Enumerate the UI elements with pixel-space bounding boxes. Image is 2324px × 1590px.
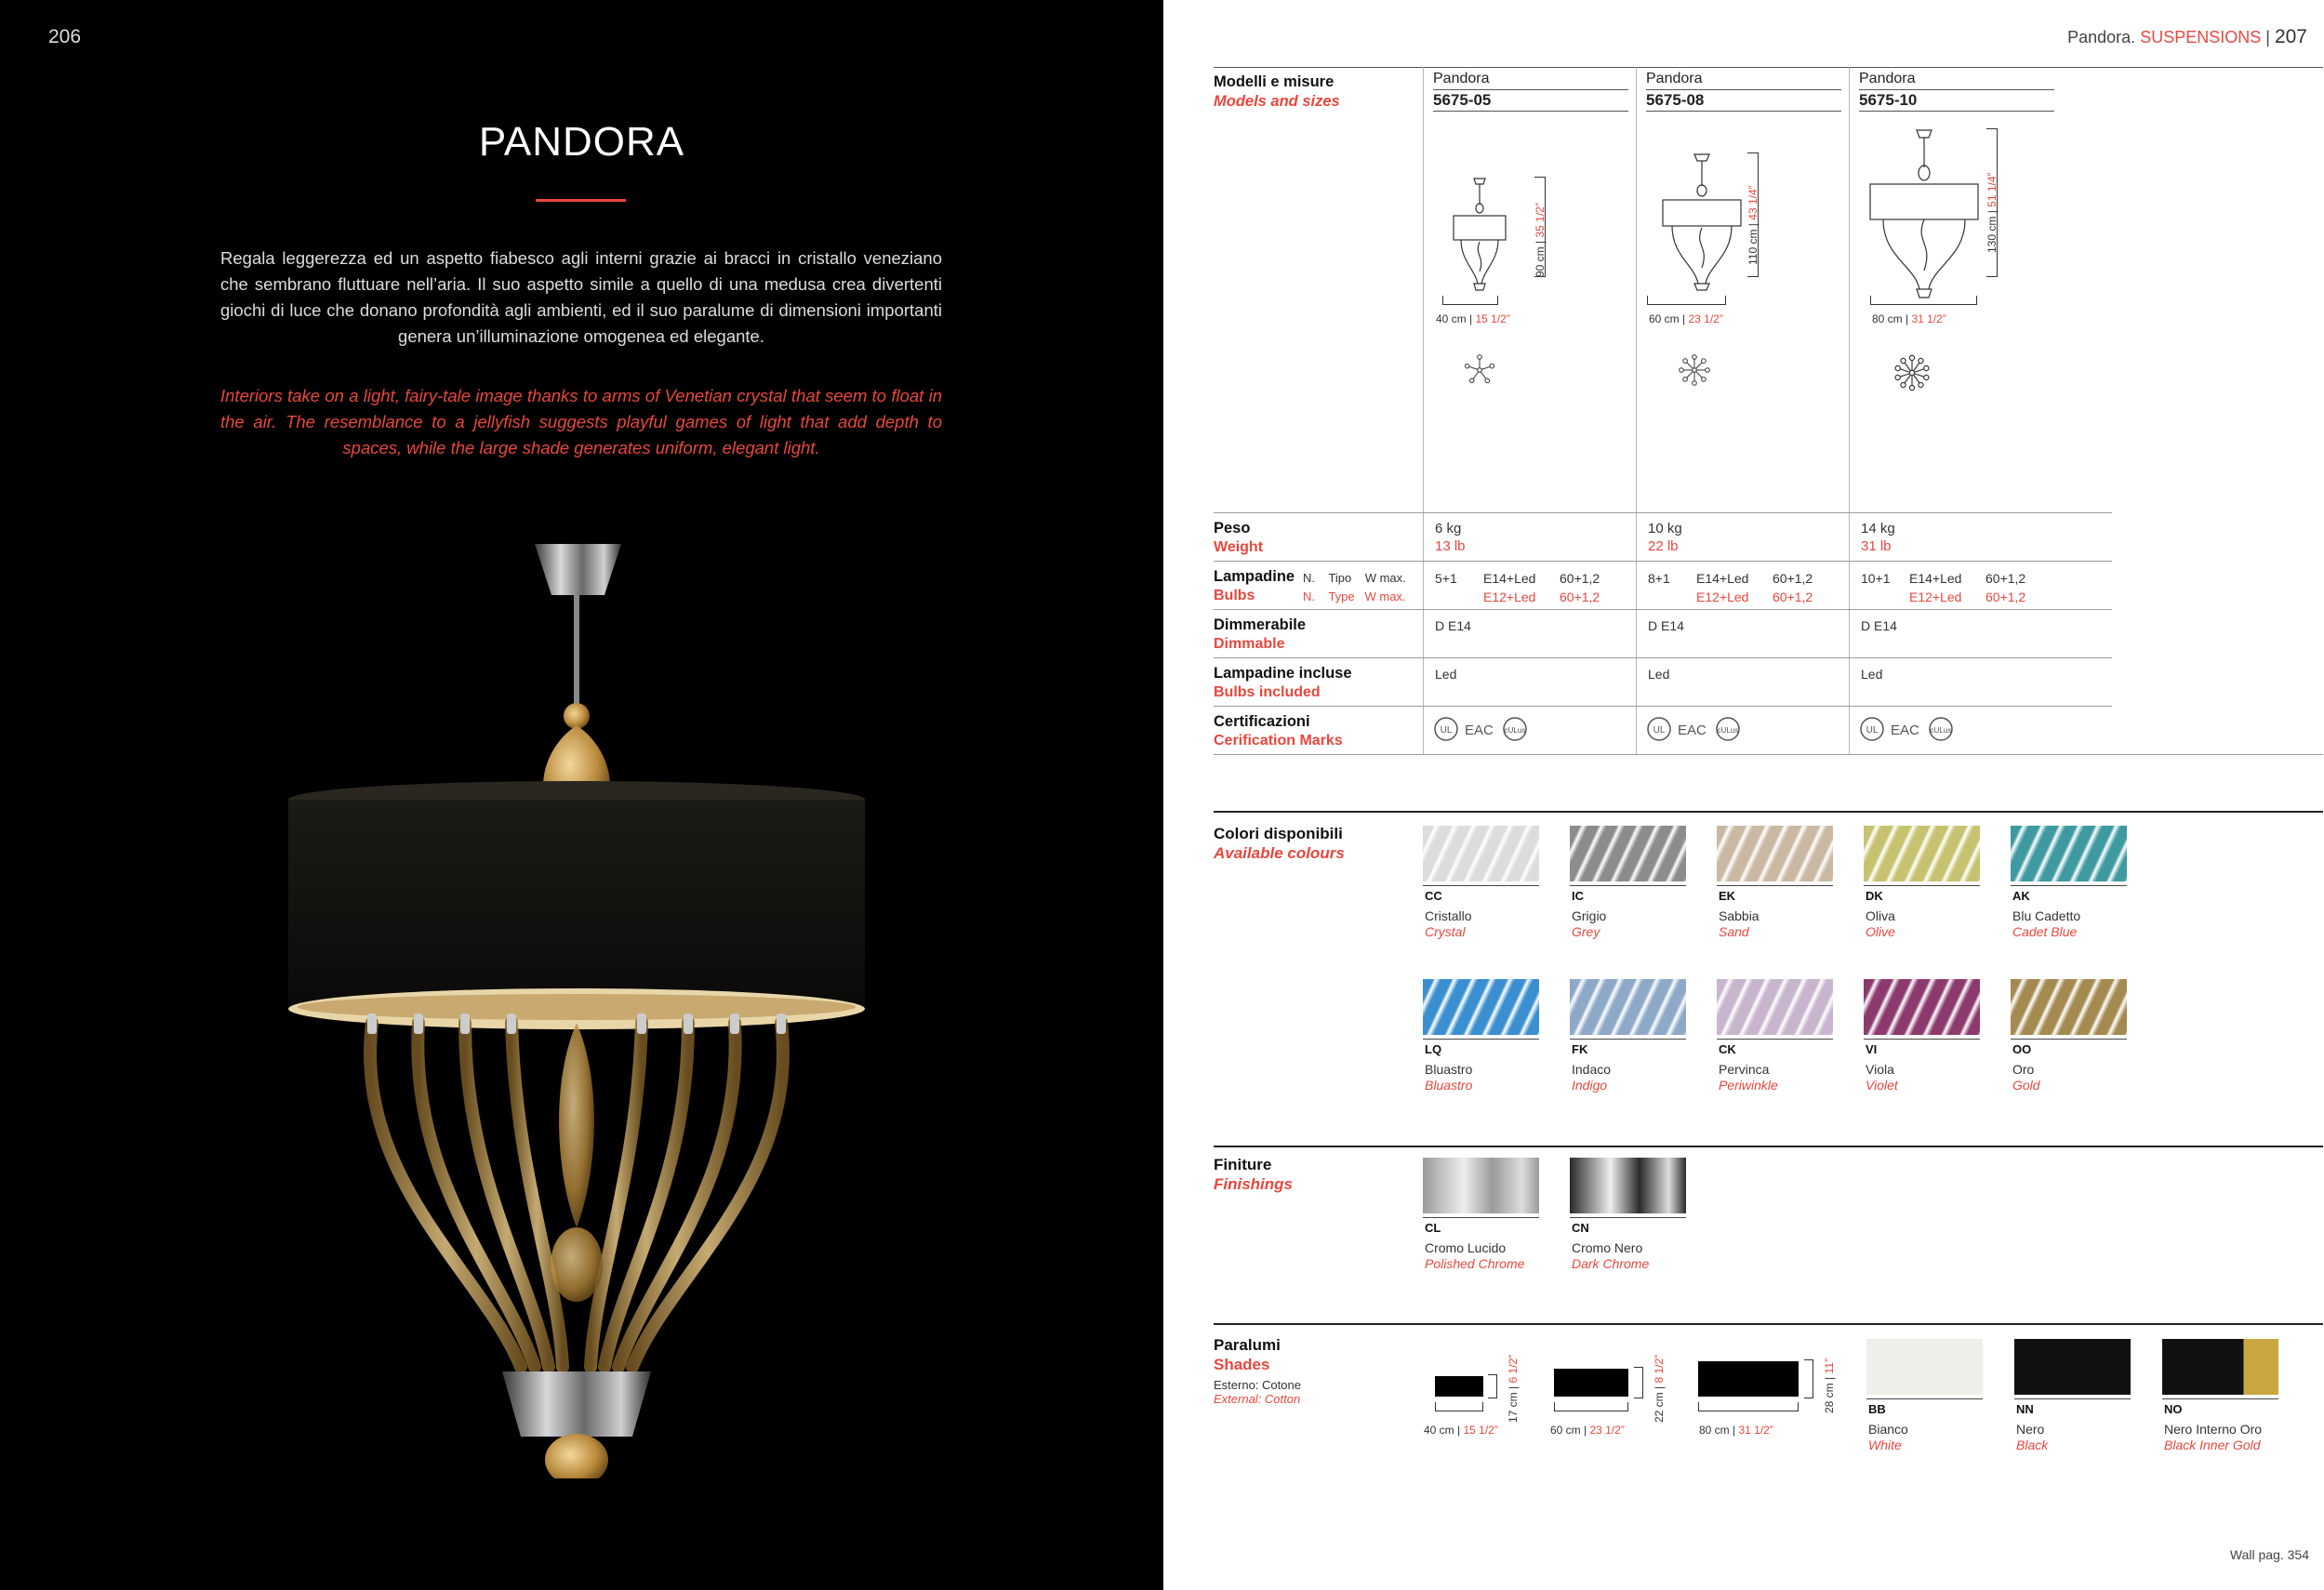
colour-it: Oro <box>2012 1062 2035 1077</box>
certification-marks-1 <box>1433 714 1563 744</box>
swatch-underline <box>1423 885 1539 886</box>
model-drawing-2 <box>1646 149 1758 298</box>
swatch-underline <box>1570 1039 1686 1040</box>
bulbs-label <box>1214 567 1295 605</box>
shade-width-label-3: 80 cm | 31 1/2” <box>1699 1424 1773 1437</box>
colour-caption <box>1425 1042 1472 1093</box>
model-header-2 <box>1646 69 1841 112</box>
weight-label-en: Weight <box>1214 539 1264 555</box>
shade-height-label-1: 17 cm | 6 1/2” <box>1507 1354 1520 1423</box>
colour-code: VI <box>1866 1042 1878 1056</box>
colour-code: DK <box>1866 889 1883 903</box>
shade-it: Bianco <box>1868 1422 1908 1437</box>
finish-swatch-cl <box>1423 1158 1539 1213</box>
weight-label <box>1214 519 1263 557</box>
colour-caption <box>1572 1042 1611 1093</box>
plan-arm-bulb <box>1895 365 1900 370</box>
dimmable-label <box>1214 616 1306 654</box>
swatch-underline <box>1864 1039 1980 1040</box>
header-brand: Pandora. <box>2067 28 2136 46</box>
column-divider <box>1849 67 1850 755</box>
section-rule <box>1214 811 2323 813</box>
plan-arm-bulb <box>1895 375 1900 379</box>
arms-plan-icon-1 <box>1461 351 1498 389</box>
width-dimension-line <box>1698 1402 1799 1411</box>
column-divider <box>1636 67 1637 755</box>
colour-swatch-ak <box>2011 826 2127 881</box>
cert-label-en: Cerification Marks <box>1214 733 1343 749</box>
plan-center-bulb <box>1909 370 1914 375</box>
colour-code: OO <box>2012 1042 2032 1056</box>
finish-caption <box>1572 1221 1649 1272</box>
weight-value-3: 14 kg 31 lb <box>1861 521 1895 554</box>
row-divider <box>1214 609 2112 610</box>
colour-it: Viola <box>1866 1062 1894 1077</box>
right-page <box>1163 0 2324 1590</box>
weight-value-1: 6 kg 13 lb <box>1435 521 1466 554</box>
width-label-3: 80 cm | 31 1/2” <box>1872 312 1946 325</box>
colour-swatch-ic <box>1570 826 1686 881</box>
colour-caption <box>1572 889 1606 940</box>
shades-material-it: Esterno: Cotone <box>1214 1378 1301 1392</box>
model-rule <box>1433 111 1628 112</box>
colour-en: Bluastro <box>1425 1078 1473 1093</box>
colour-swatch-ck <box>1717 979 1833 1035</box>
cert-culus-text: cULus <box>1930 726 1952 735</box>
row-divider <box>1214 561 2112 562</box>
swatch-underline <box>2162 1398 2278 1399</box>
plan-arm-bulb <box>1924 375 1929 379</box>
shade-width-label-2: 60 cm | 23 1/2” <box>1550 1424 1625 1437</box>
colour-en: Grey <box>1572 924 1600 939</box>
width-dimension-line <box>1870 296 1977 305</box>
colour-en: Indigo <box>1572 1078 1608 1093</box>
swatch-underline <box>1423 1039 1539 1040</box>
finish-caption <box>1425 1221 1524 1272</box>
colour-it: Grigio <box>1572 908 1607 923</box>
row-divider <box>1214 706 2112 707</box>
cert-ul-text: UL <box>1440 725 1453 735</box>
swatch-underline <box>1717 885 1833 886</box>
finishings-label <box>1214 1155 1293 1194</box>
model-code: 5675-05 <box>1433 91 1492 109</box>
shade-height-label-3: 28 cm | 11” <box>1823 1358 1836 1413</box>
plan-arm-bulb <box>1693 355 1697 360</box>
height-label-3: 130 cm | 51 1/4” <box>1985 172 1999 253</box>
shade-code: BB <box>1868 1402 1886 1416</box>
colours-label-it: Colori disponibili <box>1214 825 1343 842</box>
shade-code: NN <box>2016 1402 2034 1416</box>
cert-ul-text: UL <box>1653 725 1666 735</box>
model-name: Pandora <box>1433 71 1490 86</box>
model-header-1 <box>1433 69 1628 112</box>
colour-caption <box>2012 1042 2040 1093</box>
plan-arm-bulb <box>1465 364 1469 368</box>
row-divider <box>1214 512 2112 513</box>
swatch-underline <box>1423 1217 1539 1218</box>
included-value-1: Led <box>1435 667 1457 682</box>
plan-arm-bulb <box>1469 378 1474 383</box>
colour-swatch-ek <box>1717 826 1833 881</box>
plan-arm-bulb <box>1909 385 1914 390</box>
swatch-underline <box>2011 885 2127 886</box>
plan-center-bulb <box>1693 368 1697 373</box>
plan-arm-bulb <box>1706 368 1710 373</box>
shade-it: Nero <box>2016 1422 2045 1437</box>
shade-en: White <box>1868 1438 1902 1452</box>
models-label <box>1214 73 1340 112</box>
colour-it: Blu Cadetto <box>2012 908 2081 923</box>
plan-arm-bulb <box>1693 381 1697 386</box>
bulbs-label-en: Bulbs <box>1214 588 1255 603</box>
colour-caption <box>2012 889 2080 940</box>
shade-swatch-no <box>2162 1339 2278 1395</box>
shade-caption <box>2016 1402 2048 1453</box>
swatch-underline <box>1864 885 1980 886</box>
colour-swatch-oo <box>2011 979 2127 1035</box>
width-dimension-line <box>1554 1402 1628 1411</box>
certification-marks-2 <box>1646 714 1776 744</box>
colour-swatch-vi <box>1864 979 1980 1035</box>
model-code: 5675-10 <box>1859 91 1918 109</box>
colour-en: Sand <box>1719 924 1749 939</box>
shades-label-en: Shades <box>1214 1356 1270 1373</box>
row-divider <box>1214 657 2112 658</box>
plan-arm-bulb <box>1702 359 1706 364</box>
model-rule <box>1646 111 1841 112</box>
shade-size-drawing-2 <box>1554 1369 1628 1397</box>
shades-label <box>1214 1335 1301 1406</box>
model-rule <box>1859 111 2054 112</box>
dimmable-label-it: Dimmerabile <box>1214 616 1307 633</box>
swatch-underline <box>1866 1398 1983 1399</box>
height-label-1: 90 cm | 35 1/2” <box>1534 203 1547 277</box>
product-title: PANDORA <box>478 119 685 165</box>
colours-label-en: Available colours <box>1214 844 1345 862</box>
column-divider <box>1423 67 1424 755</box>
colour-it: Pervinca <box>1719 1062 1770 1077</box>
included-value-3: Led <box>1861 667 1883 682</box>
cert-culus-text: cULus <box>1717 726 1739 735</box>
height-dimension-line <box>1488 1374 1497 1398</box>
swatch-underline <box>2014 1398 2131 1399</box>
arms-plan-icon-3 <box>1891 351 1933 394</box>
colour-caption <box>1425 889 1472 940</box>
description-italian: Regala leggerezza ed un aspetto fiabesco agli interni grazie ai bracci in cristallo veneziano che sembrano fluttuare nell’aria. Il suo aspetto simile a quello di una medusa crea divertenti giochi di luce che donano profondità agli ambienti, ed il suo paralume di dimensioni importanti genera un’illuminazione omogenea ed elegante. <box>220 248 942 346</box>
colour-it: Sabbia <box>1719 908 1760 923</box>
colour-en: Olive <box>1866 924 1895 939</box>
finishings-label-en: Finishings <box>1214 1175 1293 1193</box>
section-rule <box>1214 1323 2323 1325</box>
finish-en: Polished Chrome <box>1425 1256 1525 1271</box>
colour-code: LQ <box>1425 1042 1442 1056</box>
model-name: Pandora <box>1646 71 1703 86</box>
bulbs-value-2: 8+1 E14+Led 60+1,2 E12+Led 60+1,2 <box>1648 571 1813 604</box>
shade-size-drawing-3 <box>1698 1361 1799 1397</box>
plan-arm-bulb <box>1924 365 1929 370</box>
cert-eac-text: EAC <box>1891 722 1919 738</box>
model-name: Pandora <box>1859 71 1916 86</box>
colour-en: Gold <box>2012 1078 2040 1093</box>
dimmable-label-en: Dimmable <box>1214 636 1285 652</box>
section-rule <box>1214 67 2323 68</box>
models-label-en: Models and sizes <box>1214 93 1340 110</box>
finishings-label-it: Finiture <box>1214 1156 1272 1173</box>
colour-en: Crystal <box>1425 924 1466 939</box>
shade-width-label-1: 40 cm | 15 1/2” <box>1424 1424 1498 1437</box>
height-dimension-line <box>1634 1367 1643 1398</box>
swatch-underline <box>1570 1217 1686 1218</box>
colour-code: CK <box>1719 1042 1736 1056</box>
header-separator: | <box>2265 28 2270 46</box>
model-drawing-3 <box>1859 126 1989 303</box>
shade-height-label-2: 22 cm | 8 1/2” <box>1653 1354 1666 1423</box>
cert-eac-text: EAC <box>1678 722 1706 738</box>
shade-swatch-nn <box>2014 1339 2131 1395</box>
colour-swatch-fk <box>1570 979 1686 1035</box>
width-dimension-line <box>1435 1402 1483 1411</box>
shade-en: Black Inner Gold <box>2164 1438 2261 1452</box>
weight-label-it: Peso <box>1214 520 1251 537</box>
title-underline <box>536 199 626 202</box>
plan-arm-bulb <box>1919 358 1923 363</box>
dimmable-value-3: D E14 <box>1861 618 1897 633</box>
finish-it: Cromo Nero <box>1572 1240 1643 1255</box>
colour-caption <box>1866 889 1895 940</box>
plan-center-bulb <box>1478 368 1482 373</box>
cert-label-it: Certificazioni <box>1214 713 1310 730</box>
colour-code: FK <box>1572 1042 1588 1056</box>
plan-arm-bulb <box>1683 378 1688 382</box>
bulbs-sub-labels: N. Tipo W max. N. Type W max. <box>1303 571 1406 603</box>
swatch-underline <box>2011 1039 2127 1040</box>
cert-culus-text: cULus <box>1504 726 1526 735</box>
plan-arm-bulb <box>1683 359 1688 364</box>
height-label-2: 110 cm | 43 1/4” <box>1746 185 1760 265</box>
swatch-underline <box>1717 1039 1833 1040</box>
shades-material-en: External: Cotton <box>1214 1392 1301 1406</box>
bulbs-value-3: 10+1 E14+Led 60+1,2 E12+Led 60+1,2 <box>1861 571 2026 604</box>
included-label-en: Bulbs included <box>1214 684 1321 700</box>
finish-it: Cromo Lucido <box>1425 1240 1507 1255</box>
model-drawing-1 <box>1433 167 1526 298</box>
cert-eac-text: EAC <box>1465 722 1494 738</box>
row-divider <box>1214 754 2323 755</box>
included-label-it: Lampadine incluse <box>1214 665 1352 682</box>
plan-arm-bulb <box>1909 355 1914 360</box>
header-category: SUSPENSIONS <box>2140 28 2262 46</box>
width-dimension-line <box>1442 296 1498 305</box>
bulbs-label-it: Lampadine <box>1214 568 1295 585</box>
width-label-2: 60 cm | 23 1/2” <box>1649 312 1723 325</box>
plan-arm-bulb <box>1901 358 1906 363</box>
plan-arm-bulb <box>1901 382 1906 387</box>
running-header <box>2067 26 2307 48</box>
colour-code: EK <box>1719 889 1736 903</box>
swatch-underline <box>1570 885 1686 886</box>
plan-arm-bulb <box>1919 382 1923 387</box>
colour-swatch-lq <box>1423 979 1539 1035</box>
dimmable-value-2: D E14 <box>1648 618 1684 633</box>
page-number-right: 207 <box>2274 26 2307 47</box>
colour-it: Bluastro <box>1425 1062 1473 1077</box>
colour-caption <box>1719 889 1760 940</box>
colour-caption <box>1866 1042 1898 1093</box>
arms-plan-icon-2 <box>1676 351 1713 389</box>
colour-it: Indaco <box>1572 1062 1612 1077</box>
colour-it: Oliva <box>1866 908 1895 923</box>
included-value-2: Led <box>1648 667 1670 682</box>
dimmable-value-1: D E14 <box>1435 618 1471 633</box>
weight-value-2: 10 kg 22 lb <box>1648 521 1682 554</box>
model-code: 5675-08 <box>1646 91 1705 109</box>
shade-swatch-bb <box>1866 1339 1983 1395</box>
included-label <box>1214 664 1352 702</box>
shade-en: Black <box>2016 1438 2049 1452</box>
colour-it: Cristallo <box>1425 908 1472 923</box>
colour-caption <box>1719 1042 1778 1093</box>
colour-code: IC <box>1572 889 1584 903</box>
width-label-1: 40 cm | 15 1/2” <box>1436 312 1510 325</box>
cert-label <box>1214 712 1343 750</box>
plan-arm-bulb <box>1485 378 1490 383</box>
plan-arm-bulb <box>1702 378 1706 382</box>
shade-size-drawing-1 <box>1435 1376 1483 1397</box>
footer-reference: Wall pag. 354 <box>2229 1547 2309 1562</box>
colour-code: CC <box>1425 889 1442 903</box>
finish-swatch-cn <box>1570 1158 1686 1213</box>
certification-marks-3 <box>1859 714 1989 744</box>
models-label-it: Modelli e misure <box>1214 73 1335 90</box>
finish-code: CN <box>1572 1221 1589 1235</box>
finish-en: Dark Chrome <box>1572 1256 1650 1271</box>
colours-label <box>1214 824 1345 863</box>
plan-arm-bulb <box>1478 355 1482 360</box>
width-dimension-line <box>1647 296 1726 305</box>
colour-swatch-cc <box>1423 826 1539 881</box>
section-rule <box>1214 1146 2323 1147</box>
description-english: Interiors take on a light, fairy-tale image thanks to arms of Venetian crystal that seem to float in the air. The resemblance to a jellyfish suggests playful games of light that add depth to spaces, while the large shade generates uniform, elegant light. <box>220 386 942 457</box>
chandelier-image <box>0 530 1163 1478</box>
bulbs-value-1: 5+1 E14+Led 60+1,2 E12+Led 60+1,2 <box>1435 571 1600 604</box>
shade-caption <box>2164 1402 2262 1453</box>
colour-swatch-dk <box>1864 826 1980 881</box>
finish-code: CL <box>1425 1221 1441 1235</box>
plan-arm-bulb <box>1490 364 1494 368</box>
colour-code: AK <box>2012 889 2030 903</box>
plan-arm-bulb <box>1680 368 1684 373</box>
shade-code: NO <box>2164 1402 2183 1416</box>
page-number-left: 206 <box>48 26 82 47</box>
colour-en: Periwinkle <box>1719 1078 1778 1093</box>
model-header-3 <box>1859 69 2054 112</box>
shade-caption <box>1868 1402 1908 1453</box>
height-dimension-line <box>1804 1359 1813 1398</box>
colour-en: Cadet Blue <box>2012 924 2078 939</box>
colour-en: Violet <box>1866 1078 1898 1093</box>
shades-label-it: Paralumi <box>1214 1336 1281 1354</box>
cert-ul-text: UL <box>1866 725 1879 735</box>
shade-it: Nero Interno Oro <box>2164 1422 2263 1437</box>
